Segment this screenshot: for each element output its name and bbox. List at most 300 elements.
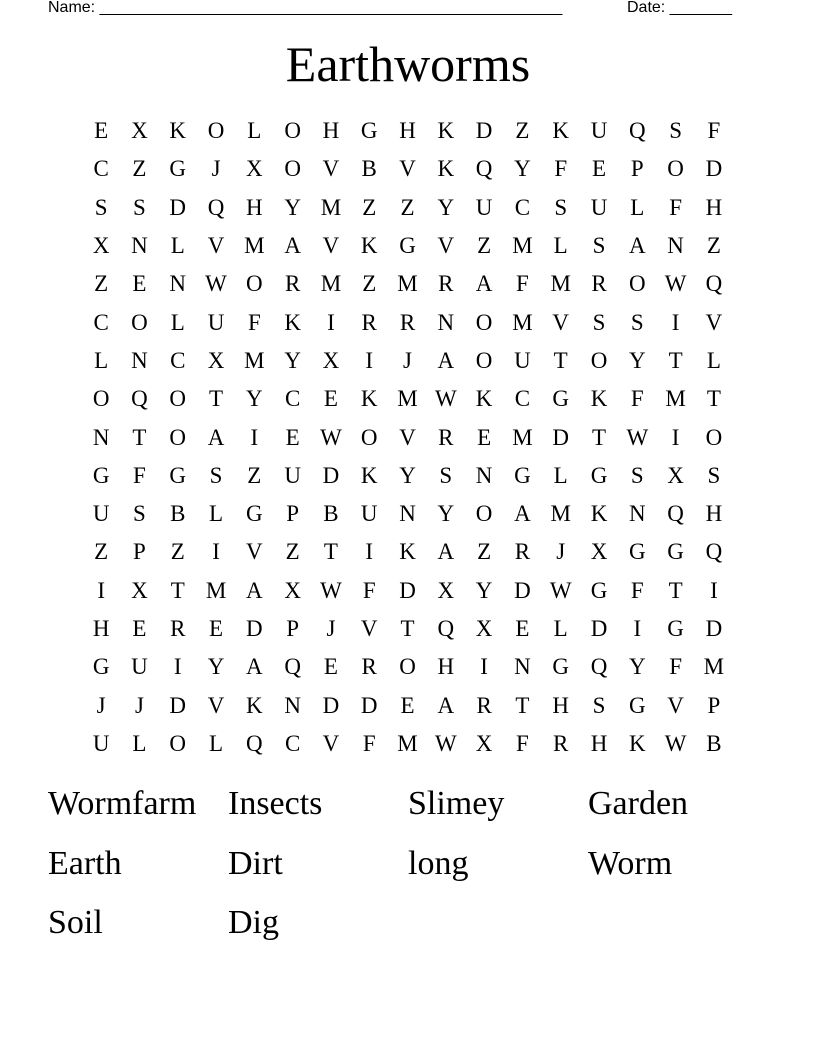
- grid-letter: U: [590, 194, 608, 220]
- grid-letter: V: [246, 539, 263, 565]
- word-list-item: Dig: [228, 904, 279, 941]
- grid-letter: V: [322, 730, 340, 756]
- grid-letter: Y: [475, 577, 493, 603]
- grid-letter: G: [169, 462, 187, 488]
- word-search-grid: [82, 112, 733, 763]
- grid-letter: D: [169, 194, 187, 220]
- grid-letter: G: [92, 654, 110, 680]
- grid-letter: M: [550, 271, 571, 297]
- grid-letter: E: [132, 271, 147, 297]
- grid-letter: Q: [284, 654, 301, 680]
- grid-letter: Q: [246, 730, 263, 756]
- grid-letter: T: [515, 692, 530, 718]
- grid-letter: V: [322, 156, 340, 182]
- grid-letter: K: [590, 501, 608, 527]
- grid-letter: G: [590, 462, 608, 488]
- grid-letter: Q: [437, 616, 455, 641]
- grid-letter: I: [365, 347, 374, 373]
- grid-letter: X: [131, 577, 148, 603]
- grid-letter: E: [323, 386, 338, 412]
- word-list-item: Soil: [48, 904, 103, 941]
- grid-letter: O: [475, 347, 493, 373]
- grid-letter: M: [512, 309, 533, 335]
- grid-letter: P: [707, 692, 721, 718]
- grid-letter: D: [322, 462, 340, 488]
- grid-letter: M: [244, 347, 265, 373]
- grid-letter: O: [169, 424, 187, 450]
- grid-letter: M: [244, 233, 265, 259]
- grid-letter: T: [209, 386, 224, 412]
- grid-letter: U: [131, 654, 148, 680]
- grid-letter: F: [516, 271, 529, 297]
- grid-letter: P: [630, 156, 644, 182]
- grid-letter: J: [96, 692, 106, 718]
- grid-letter: T: [553, 347, 568, 373]
- grid-letter: T: [591, 424, 607, 450]
- grid-letter: D: [552, 424, 570, 450]
- word-list-item: Slimey: [408, 785, 505, 822]
- grid-letter: N: [399, 501, 416, 527]
- page-title: Earthworms: [285, 36, 531, 92]
- grid-letter: T: [170, 577, 185, 603]
- grid-letter: D: [322, 692, 340, 718]
- grid-letter: W: [434, 386, 457, 412]
- grid-letter: N: [667, 233, 684, 259]
- grid-letter: K: [360, 462, 378, 488]
- grid-letter: L: [170, 309, 185, 335]
- grid-letter: R: [514, 539, 531, 565]
- grid-letter: Y: [437, 501, 455, 527]
- grid-letter: V: [360, 616, 378, 641]
- grid-letter: F: [630, 577, 644, 603]
- grid-letter: B: [323, 501, 339, 527]
- grid-letter: S: [707, 462, 721, 488]
- grid-letter: G: [552, 386, 570, 412]
- grid-letter: H: [705, 194, 723, 220]
- grid-letter: M: [397, 271, 418, 297]
- grid-letter: V: [207, 692, 225, 718]
- grid-letter: R: [170, 616, 186, 641]
- grid-letter: S: [592, 233, 606, 259]
- grid-letter: R: [591, 271, 607, 297]
- grid-letter: G: [667, 539, 684, 565]
- grid-letter: M: [397, 386, 418, 412]
- grid-letter: H: [705, 501, 723, 527]
- grid-letter: G: [514, 462, 531, 488]
- grid-letter: F: [669, 654, 682, 680]
- grid-letter: M: [703, 654, 725, 680]
- grid-letter: M: [512, 424, 533, 450]
- grid-letter: A: [514, 501, 531, 527]
- grid-letter: L: [132, 730, 147, 756]
- grid-letter: E: [515, 616, 530, 641]
- grid-letter: A: [246, 577, 263, 603]
- grid-letter: D: [399, 577, 416, 603]
- grid-letter: H: [399, 118, 416, 144]
- grid-letter: F: [516, 730, 529, 756]
- grid-letter: Z: [515, 118, 530, 144]
- grid-letter: Y: [207, 654, 225, 680]
- grid-letter: V: [399, 424, 416, 450]
- grid-letter: U: [92, 730, 110, 756]
- grid-letter: D: [475, 118, 493, 144]
- grid-letter: K: [475, 386, 493, 412]
- grid-letter: V: [667, 692, 684, 718]
- grid-letter: L: [94, 347, 109, 373]
- grid-letter: T: [400, 616, 415, 641]
- grid-letter: Y: [514, 156, 531, 182]
- grid-letter: R: [553, 730, 569, 756]
- grid-letter: U: [475, 194, 493, 220]
- grid-letter: L: [706, 347, 721, 373]
- grid-letter: S: [592, 692, 606, 718]
- word-list-item: Dirt: [228, 844, 283, 882]
- grid-letter: S: [554, 194, 568, 220]
- grid-letter: Y: [284, 194, 301, 220]
- grid-letter: A: [246, 654, 263, 680]
- grid-letter: F: [247, 309, 261, 335]
- grid-letter: F: [362, 730, 376, 756]
- grid-letter: W: [320, 577, 342, 603]
- grid-letter: O: [705, 424, 723, 450]
- grid-letter: X: [667, 462, 684, 488]
- grid-letter: M: [397, 730, 418, 756]
- grid-letter: Q: [207, 194, 225, 220]
- grid-letter: S: [630, 309, 644, 335]
- grid-letter: O: [284, 118, 301, 144]
- grid-letter: T: [706, 386, 721, 412]
- grid-letter: S: [630, 462, 644, 488]
- word-list-item: Insects: [228, 785, 323, 822]
- grid-letter: K: [552, 118, 570, 144]
- grid-letter: E: [477, 424, 492, 450]
- grid-letter: Q: [628, 118, 646, 144]
- grid-letter: O: [475, 309, 493, 335]
- grid-letter: K: [590, 386, 608, 412]
- grid-letter: W: [549, 577, 572, 603]
- grid-letter: U: [92, 501, 110, 527]
- grid-letter: X: [475, 730, 493, 756]
- word-list-item: Garden: [588, 785, 689, 822]
- grid-letter: E: [94, 118, 109, 144]
- grid-letter: K: [437, 118, 455, 144]
- grid-letter: I: [173, 654, 182, 680]
- grid-letter: F: [133, 462, 146, 488]
- grid-letter: N: [131, 233, 148, 259]
- grid-letter: J: [134, 692, 144, 718]
- grid-letter: X: [475, 616, 493, 641]
- grid-letter: R: [284, 271, 301, 297]
- grid-letter: F: [669, 194, 682, 220]
- grid-letter: G: [590, 577, 608, 603]
- grid-letter: J: [326, 616, 336, 641]
- grid-letter: J: [403, 347, 412, 373]
- grid-letter: M: [665, 386, 686, 412]
- grid-letter: M: [320, 194, 342, 220]
- grid-letter: K: [284, 309, 301, 335]
- grid-letter: P: [286, 501, 300, 527]
- grid-letter: I: [710, 577, 718, 603]
- grid-letter: Z: [94, 539, 109, 565]
- grid-letter: I: [365, 539, 374, 565]
- grid-letter: O: [207, 118, 225, 144]
- grid-letter: K: [169, 118, 187, 144]
- grid-letter: U: [360, 501, 378, 527]
- grid-letter: L: [209, 501, 224, 527]
- grid-letter: H: [322, 118, 340, 144]
- grid-letter: R: [476, 692, 492, 718]
- grid-letter: Z: [362, 271, 377, 297]
- grid-letter: O: [284, 156, 301, 182]
- grid-letter: P: [133, 539, 146, 565]
- grid-letter: H: [437, 654, 455, 680]
- grid-letter: A: [437, 347, 455, 373]
- grid-letter: C: [514, 386, 531, 412]
- grid-letter: D: [705, 616, 723, 641]
- grid-letter: I: [250, 424, 259, 450]
- grid-letter: Z: [132, 156, 147, 182]
- grid-letter: G: [169, 156, 187, 182]
- grid-letter: N: [514, 654, 531, 680]
- grid-letter: B: [170, 501, 186, 527]
- name-line: Name: ____________________________________________________: [48, 0, 563, 16]
- grid-letter: A: [475, 271, 493, 297]
- grid-letter: R: [361, 309, 377, 335]
- grid-letter: G: [628, 692, 646, 718]
- grid-letter: I: [212, 539, 220, 565]
- grid-letter: Y: [628, 654, 646, 680]
- grid-letter: L: [630, 194, 645, 220]
- grid-letter: C: [284, 730, 301, 756]
- grid-letter: W: [205, 271, 227, 297]
- grid-letter: K: [360, 386, 378, 412]
- grid-letter: A: [628, 233, 646, 259]
- grid-letter: T: [132, 424, 147, 450]
- grid-letter: S: [439, 462, 453, 488]
- grid-letter: L: [170, 233, 185, 259]
- grid-letter: H: [590, 730, 608, 756]
- grid-letter: U: [514, 347, 531, 373]
- grid-letter: X: [246, 156, 263, 182]
- grid-letter: S: [209, 462, 223, 488]
- grid-letter: A: [437, 692, 455, 718]
- grid-letter: S: [133, 194, 146, 220]
- grid-letter: I: [671, 424, 680, 450]
- grid-letter: K: [246, 692, 263, 718]
- grid-letter: I: [480, 654, 488, 680]
- grid-letter: O: [360, 424, 378, 450]
- grid-letter: I: [633, 616, 642, 641]
- grid-letter: D: [246, 616, 263, 641]
- grid-letter: L: [553, 462, 568, 488]
- grid-letter: N: [169, 271, 187, 297]
- grid-letter: P: [286, 616, 300, 641]
- grid-letter: V: [322, 233, 340, 259]
- grid-letter: K: [399, 539, 416, 565]
- grid-letter: C: [93, 156, 109, 182]
- grid-letter: T: [323, 539, 338, 565]
- word-list-item: Worm: [588, 844, 673, 882]
- grid-letter: Y: [399, 462, 416, 488]
- grid-letter: N: [131, 347, 148, 373]
- grid-letter: W: [626, 424, 649, 450]
- grid-letter: G: [92, 462, 110, 488]
- grid-letter: Y: [628, 347, 646, 373]
- grid-letter: N: [628, 501, 646, 527]
- grid-letter: V: [399, 156, 416, 182]
- grid-letter: W: [664, 730, 687, 756]
- grid-letter: H: [246, 194, 263, 220]
- grid-letter: I: [327, 309, 335, 335]
- grid-letter: F: [362, 577, 376, 603]
- grid-letter: L: [247, 118, 262, 144]
- grid-letter: I: [97, 577, 105, 603]
- grid-letter: Z: [170, 539, 185, 565]
- grid-letter: S: [669, 118, 682, 144]
- grid-letter: Z: [477, 233, 492, 259]
- grid-letter: Z: [706, 233, 721, 259]
- grid-letter: D: [705, 156, 723, 182]
- grid-letter: W: [434, 730, 457, 756]
- grid-letter: T: [668, 347, 683, 373]
- grid-letter: Z: [400, 194, 415, 220]
- grid-letter: A: [284, 233, 301, 259]
- grid-letter: I: [671, 309, 680, 335]
- grid-letter: M: [320, 271, 342, 297]
- grid-letter: S: [94, 194, 108, 220]
- word-list: [48, 778, 768, 957]
- grid-letter: Z: [477, 539, 492, 565]
- grid-letter: C: [514, 194, 531, 220]
- grid-letter: Y: [284, 347, 301, 373]
- grid-letter: C: [93, 309, 109, 335]
- grid-letter: Q: [475, 156, 493, 182]
- grid-letter: Q: [705, 271, 723, 297]
- grid-letter: K: [360, 233, 378, 259]
- grid-letter: Z: [247, 462, 262, 488]
- grid-letter: F: [630, 386, 644, 412]
- grid-letter: G: [667, 616, 684, 641]
- grid-letter: G: [360, 118, 378, 144]
- grid-letter: C: [284, 386, 301, 412]
- grid-letter: X: [590, 539, 608, 565]
- word-list-item: Earth: [48, 844, 122, 882]
- grid-letter: K: [437, 156, 455, 182]
- grid-letter: K: [628, 730, 646, 756]
- grid-letter: M: [550, 501, 571, 527]
- grid-letter: L: [553, 616, 568, 641]
- grid-letter: E: [400, 692, 415, 718]
- grid-letter: V: [705, 309, 723, 335]
- grid-letter: X: [284, 577, 301, 603]
- grid-letter: N: [284, 692, 301, 718]
- grid-letter: V: [552, 309, 570, 335]
- grid-letter: E: [209, 616, 224, 641]
- grid-letter: J: [556, 539, 566, 565]
- grid-letter: A: [207, 424, 225, 450]
- grid-letter: H: [92, 616, 110, 641]
- grid-letter: Y: [437, 194, 455, 220]
- grid-letter: L: [553, 233, 568, 259]
- grid-letter: G: [399, 233, 416, 259]
- grid-letter: Q: [590, 654, 608, 680]
- grid-letter: E: [285, 424, 300, 450]
- grid-letter: D: [169, 692, 187, 718]
- word-list-item: long: [408, 844, 469, 882]
- grid-letter: C: [170, 347, 186, 373]
- grid-letter: Z: [362, 194, 377, 220]
- grid-letter: B: [706, 730, 722, 756]
- grid-letter: D: [590, 616, 608, 641]
- grid-letter: M: [205, 577, 227, 603]
- grid-letter: X: [131, 118, 148, 144]
- grid-letter: G: [246, 501, 263, 527]
- grid-letter: Q: [667, 501, 684, 527]
- grid-letter: V: [207, 233, 225, 259]
- grid-letter: T: [668, 577, 683, 603]
- grid-letter: O: [169, 730, 187, 756]
- grid-letter: O: [590, 347, 608, 373]
- grid-letter: R: [438, 271, 454, 297]
- grid-letter: X: [437, 577, 455, 603]
- grid-letter: Z: [285, 539, 300, 565]
- grid-letter: R: [399, 309, 416, 335]
- grid-letter: O: [628, 271, 646, 297]
- grid-letter: G: [628, 539, 646, 565]
- grid-letter: U: [284, 462, 301, 488]
- grid-letter: U: [207, 309, 225, 335]
- grid-letter: M: [512, 233, 533, 259]
- grid-letter: W: [664, 271, 687, 297]
- grid-letter: B: [361, 156, 377, 182]
- grid-letter: R: [438, 424, 454, 450]
- date-line: Date: _______: [627, 0, 732, 16]
- grid-letter: V: [437, 233, 455, 259]
- grid-letter: N: [92, 424, 110, 450]
- grid-letter: G: [552, 654, 570, 680]
- grid-letter: X: [322, 347, 340, 373]
- grid-letter: O: [399, 654, 416, 680]
- grid-letter: D: [514, 577, 531, 603]
- grid-letter: O: [667, 156, 684, 182]
- grid-letter: Q: [131, 386, 148, 412]
- grid-letter: E: [132, 616, 147, 641]
- grid-letter: W: [320, 424, 342, 450]
- grid-letter: S: [133, 501, 146, 527]
- grid-letter: F: [707, 118, 721, 144]
- grid-letter: E: [591, 156, 607, 182]
- grid-letter: O: [169, 386, 187, 412]
- grid-letter: X: [207, 347, 225, 373]
- grid-letter: X: [92, 233, 110, 259]
- grid-letter: Q: [705, 539, 723, 565]
- grid-letter: L: [209, 730, 224, 756]
- grid-letter: Y: [246, 386, 263, 412]
- grid-letter: O: [246, 271, 263, 297]
- grid-letter: H: [552, 692, 570, 718]
- grid-letter: O: [475, 501, 493, 527]
- grid-letter: R: [361, 654, 377, 680]
- grid-letter: S: [592, 309, 606, 335]
- grid-letter: A: [437, 539, 455, 565]
- grid-letter: D: [360, 692, 378, 718]
- grid-letter: N: [475, 462, 493, 488]
- grid-letter: N: [437, 309, 455, 335]
- word-list-item: Wormfarm: [48, 785, 197, 822]
- grid-letter: E: [323, 654, 338, 680]
- grid-letter: O: [92, 386, 110, 412]
- grid-letter: J: [211, 156, 221, 182]
